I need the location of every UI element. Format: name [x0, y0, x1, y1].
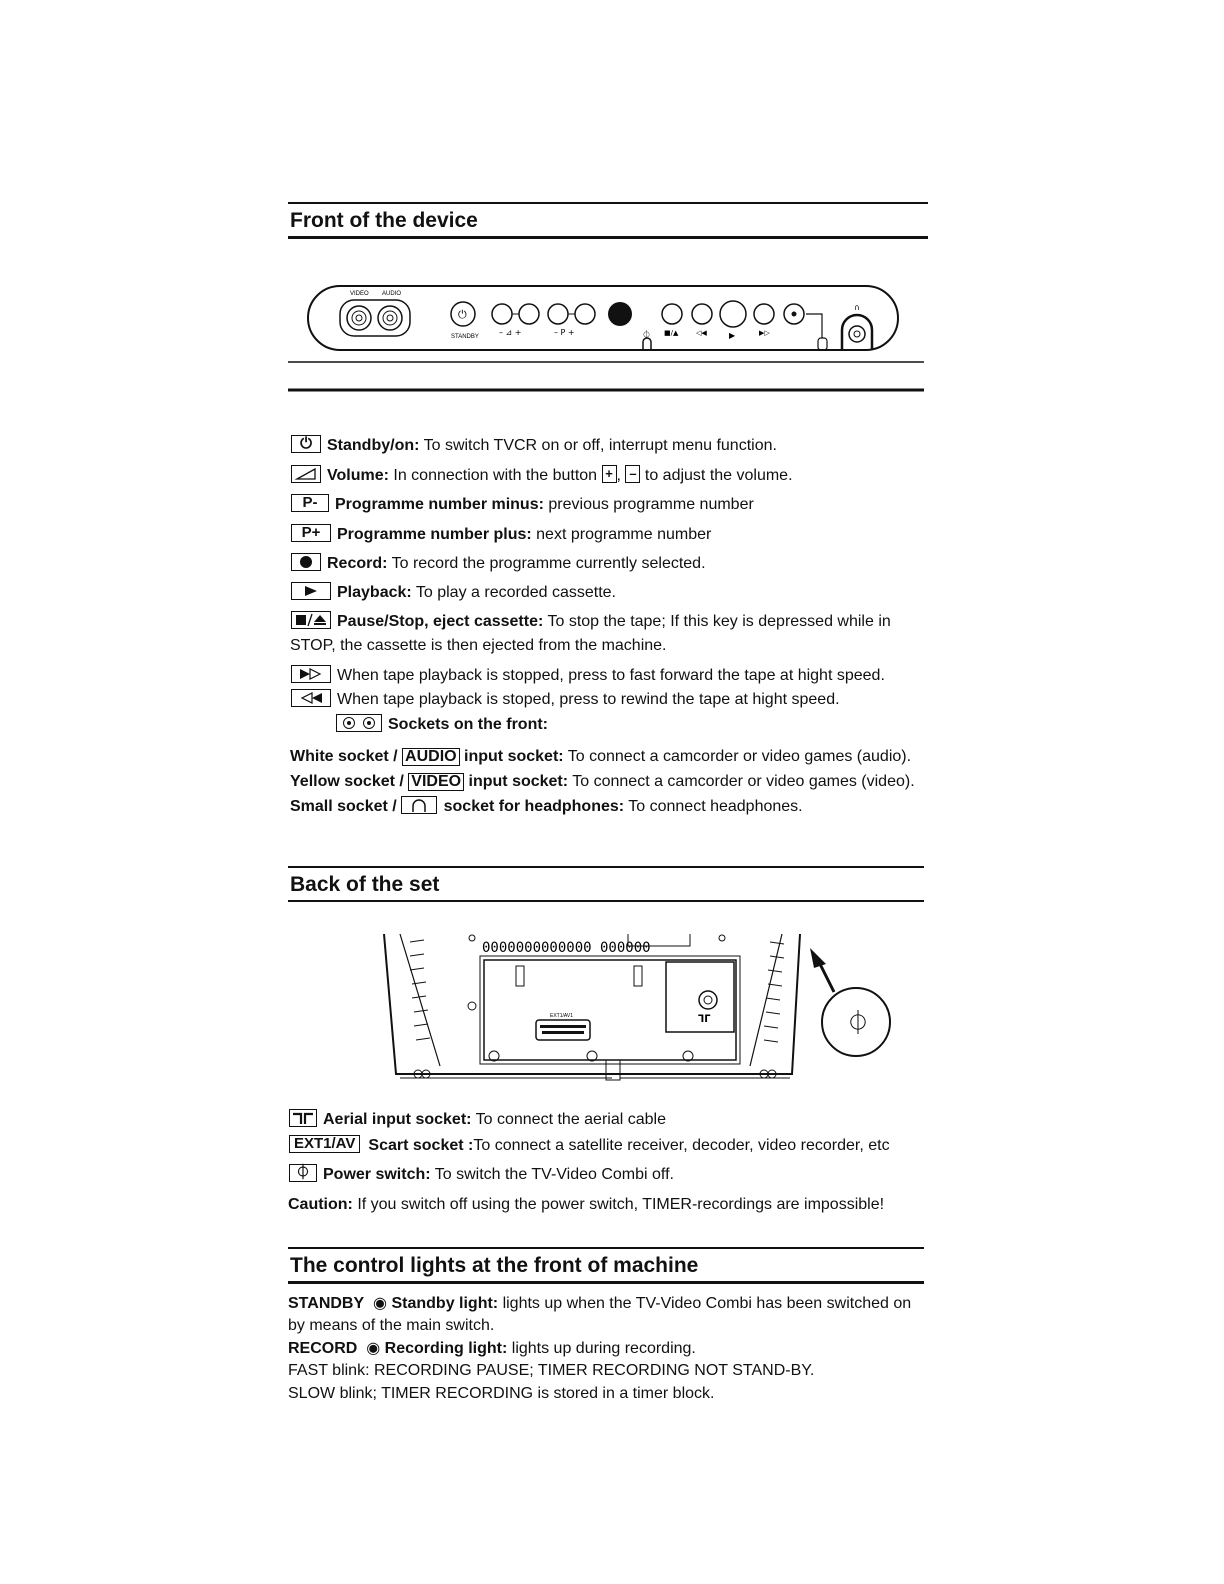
volume-description: Volume: In connection with the button + , – to adjust the volume.: [291, 466, 793, 486]
svg-text:⏀: ⏀: [846, 1009, 870, 1037]
svg-text:∩: ∩: [854, 303, 860, 312]
back-section-title: Back of the set: [288, 866, 924, 902]
power-switch-description: ⏀ Power switch: To switch the TV-Video Combi off.: [289, 1165, 674, 1185]
panel-vol-label: – ⊿ +: [499, 328, 522, 337]
fast-blink-note: FAST blink: RECORDING PAUSE; TIMER RECORDING NOT STAND-BY.: [288, 1362, 815, 1379]
front-panel-diagram: [286, 280, 926, 395]
power-switch-icon: ⏀: [289, 1164, 317, 1182]
volume-icon: [291, 465, 321, 483]
programme-plus-description: P+ Programme number plus: next programme number: [291, 525, 711, 545]
back-panel-diagram: [380, 934, 900, 1086]
svg-text:ᒣᒥ: ᒣᒥ: [698, 1014, 711, 1025]
caution-note: Caution: If you switch off using the power switch, TIMER-recordings are impossible!: [288, 1196, 885, 1213]
aerial-socket-icon: [289, 1109, 317, 1127]
scart-label: EXT1/AV1: [550, 1013, 573, 1019]
lights-section-title: The control lights at the front of machine: [288, 1247, 924, 1284]
record-icon: [291, 553, 321, 571]
stop-eject-icon: [291, 611, 331, 629]
svg-text:◁◀: ◁◀: [696, 329, 707, 337]
playback-description: Playback: To play a recorded cassette.: [291, 583, 616, 603]
light-icon: ◉: [366, 1340, 381, 1357]
panel-audio-label: AUDIO: [382, 291, 402, 297]
fast-forward-description: When tape playback is stopped, press to fast forward the tape at hight speed.: [291, 666, 885, 686]
light-icon: ◉: [373, 1295, 388, 1312]
standby-description: ⏻ Standby/on: To switch TVCR on or off, interrupt menu function.: [291, 436, 777, 456]
standby-light-description: STANDBY ◉ Standby light: lights up when the TV-Video Combi has been switched on by means of the main switch.: [288, 1295, 912, 1334]
svg-text:■/▲: ■/▲: [664, 329, 679, 337]
aerial-description: Aerial input socket: To connect the aerial cable: [289, 1110, 666, 1130]
slow-blink-note: SLOW blink; TIMER RECORDING is stored in a timer block.: [288, 1385, 715, 1402]
p-plus-box: P+: [291, 524, 331, 542]
minus-button-icon: –: [625, 465, 640, 483]
svg-text:0000000000000 000000: 0000000000000 000000: [482, 940, 651, 956]
front-section-title: Front of the device: [288, 202, 928, 239]
svg-text:⏻: ⏻: [458, 308, 467, 321]
video-socket-description: Yellow socket / VIDEO input socket: To connect a camcorder or video games (video).: [290, 773, 915, 790]
panel-video-label: VIDEO: [350, 291, 369, 297]
front-sockets-icon: [336, 714, 382, 732]
sockets-heading: Sockets on the front:: [336, 715, 548, 735]
play-icon: [291, 582, 331, 600]
ext1-av-box: EXT1/AV: [289, 1135, 360, 1153]
scart-description: EXT1/AV Scart socket :To connect a satellite receiver, decoder, video recorder, etc: [289, 1136, 890, 1156]
panel-standby-label: STANDBY: [451, 334, 479, 340]
power-icon: ⏻: [291, 435, 321, 453]
plus-button-icon: +: [602, 465, 617, 483]
svg-text:⏀: ⏀: [642, 331, 652, 341]
headphones-icon: [401, 796, 437, 814]
panel-prog-label: – P +: [554, 328, 575, 337]
programme-minus-description: P- Programme number minus: previous programme number: [291, 495, 754, 515]
headphone-socket-description: Small socket / socket for headphones: To connect headphones.: [290, 797, 803, 817]
audio-socket-description: White socket / AUDIO input socket: To connect a camcorder or video games (audio).: [290, 748, 912, 765]
rewind-icon: [291, 689, 331, 707]
pause-stop-continuation: STOP, the cassette is then ejected from the machine.: [290, 637, 667, 654]
rewind-description: When tape playback is stoped, press to rewind the tape at hight speed.: [291, 690, 840, 710]
svg-text:▶▷: ▶▷: [759, 329, 770, 337]
record-light-description: RECORD ◉ Recording light: lights up during recording.: [288, 1340, 696, 1357]
svg-text:▶: ▶: [729, 331, 736, 340]
fast-forward-icon: [291, 665, 331, 683]
pause-stop-description: Pause/Stop, eject cassette: To stop the tape; If this key is depressed while in: [291, 612, 891, 632]
p-minus-box: P-: [291, 494, 329, 512]
record-description: Record: To record the programme currently selected.: [291, 554, 706, 574]
